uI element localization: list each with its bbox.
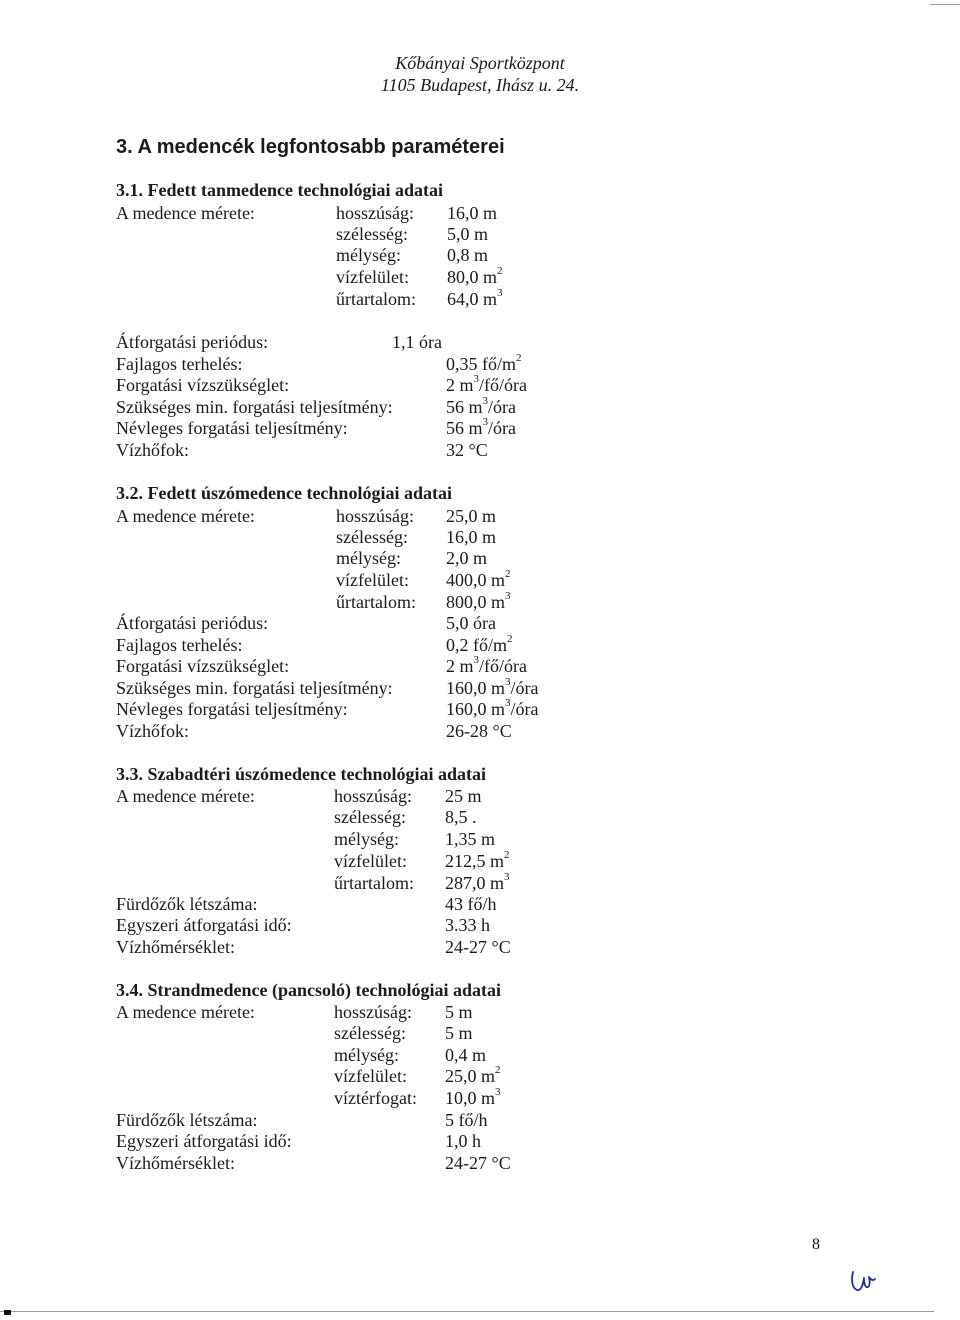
s2-dim-label: vízfelület: xyxy=(336,570,409,590)
s3-param-value: 3.33 h xyxy=(445,915,490,935)
s2-param-value: 160,0 $m^3$/óra xyxy=(446,676,539,698)
s4-dim-value: 5 m xyxy=(445,1023,473,1043)
s4-param-value: 24-27 °C xyxy=(445,1153,511,1173)
s4-param-value: 1,0 h xyxy=(445,1131,481,1151)
header-org-name: Kőbányai Sportközpont xyxy=(395,53,565,73)
section-3-3-heading: 3.3. Szabadtéri úszómedence technológiai adatai xyxy=(116,764,486,784)
s2-param-value: 2 $m^3/fő$/óra xyxy=(446,654,527,676)
s2-dim-value: 25,0 m xyxy=(446,506,497,526)
s2-param-label: Átforgatási periódus: xyxy=(116,613,269,633)
s3-dim-label: hosszúság: xyxy=(334,786,412,806)
s2-param-value: 160,0 $m^3$/óra xyxy=(446,697,539,719)
s2-dim-label: űrtartalom: xyxy=(336,592,416,612)
s4-dim-label: szélesség: xyxy=(334,1023,406,1043)
s3-param-label: Fürdőzők létszáma: xyxy=(116,894,258,914)
section-3-2-heading: 3.2. Fedett úszómedence technológiai adatai xyxy=(116,483,452,503)
s3-dim-value: 8,5 . xyxy=(445,807,477,827)
s4-dim-value: 0,4 m xyxy=(445,1045,487,1065)
signature-mark xyxy=(848,1266,878,1296)
s3-param-label: Egyszeri átforgatási idő: xyxy=(116,915,292,935)
s4-param-label: Egyszeri átforgatási idő: xyxy=(116,1131,292,1151)
s2-dim-value: 16,0 m xyxy=(446,527,497,547)
s1-dim-label: hosszúság: xyxy=(336,203,414,223)
s4-dim-label: mélység: xyxy=(334,1045,399,1065)
s1-dim-value: 64,0 $m^3$ xyxy=(447,287,503,309)
s4-dim-value: 25,0 $m^2$ xyxy=(445,1064,501,1086)
s4-param-label: Vízhőmérséklet: xyxy=(116,1153,235,1173)
s2-param-label: Vízhőfok: xyxy=(116,721,189,741)
s2-param-label: Névleges forgatási teljesítmény: xyxy=(116,699,348,719)
s3-dim-label: mélység: xyxy=(334,829,399,849)
s1-dim-label: vízfelület: xyxy=(336,267,409,287)
s1-param-value: 56 $m^3$/óra xyxy=(446,416,516,438)
s1-param-value: 1,1 óra xyxy=(392,332,442,352)
s4-dim-label: vízfelület: xyxy=(334,1066,407,1086)
s3-dim-label: szélesség: xyxy=(334,807,406,827)
s1-dim-label: szélesség: xyxy=(336,224,408,244)
header-address: 1105 Budapest, Ihász u. 24. xyxy=(380,75,580,95)
s4-param-value: 5 fő/h xyxy=(445,1110,488,1130)
s4-dim-value: 5 m xyxy=(445,1002,473,1022)
section-title: 3. A medencék legfontosabb paraméterei xyxy=(116,136,505,158)
page-number: 8 xyxy=(812,1236,820,1253)
s1-param-label: Névleges forgatási teljesítmény: xyxy=(116,418,348,438)
s1-param-label: Fajlagos terhelés: xyxy=(116,354,243,374)
s1-param-value: 2 $m^3/fő$/óra xyxy=(446,373,527,395)
s2-dim-value: 800,0 $m^3$ xyxy=(446,590,511,612)
s4-dim-label: hosszúság: xyxy=(334,1002,412,1022)
s4-dim-value: 10,0 $m^3$ xyxy=(445,1086,501,1108)
s1-param-label: Átforgatási periódus: xyxy=(116,332,269,352)
section-3-1-heading: 3.1. Fedett tanmedence technológiai adatai xyxy=(116,180,443,200)
s2-dim-label: hosszúság: xyxy=(336,506,414,526)
s1-size-label: A medence mérete: xyxy=(116,203,255,223)
s2-param-value: 26-28 °C xyxy=(446,721,512,741)
s2-dim-value: 400,0 $m^2$ xyxy=(446,568,511,590)
s3-dim-value: 1,35 m xyxy=(445,829,496,849)
s1-dim-value: 16,0 m xyxy=(447,203,498,223)
s1-param-value: 56 $m^3$/óra xyxy=(446,395,516,417)
s2-param-label: Szükséges min. forgatási teljesítmény: xyxy=(116,678,393,698)
s1-dim-value: 0,8 m xyxy=(447,245,489,265)
s3-param-value: 24-27 °C xyxy=(445,937,511,957)
bottom-rule xyxy=(0,1311,934,1312)
s3-dim-value: 287,0 $m^3$ xyxy=(445,871,510,893)
s1-param-label: Szükséges min. forgatási teljesítmény: xyxy=(116,397,393,417)
page-header xyxy=(0,52,960,96)
s1-param-label: Vízhőfok: xyxy=(116,440,189,460)
scan-mark xyxy=(4,1310,11,1315)
s2-param-value: 5,0 óra xyxy=(446,613,496,633)
s2-size-label: A medence mérete: xyxy=(116,506,255,526)
s1-dim-value: 5,0 m xyxy=(447,224,489,244)
s1-param-value: 0,35 $fő/m^2$ xyxy=(446,352,522,374)
s4-size-label: A medence mérete: xyxy=(116,1002,255,1022)
s3-size-label: A medence mérete: xyxy=(116,786,255,806)
s2-dim-value: 2,0 m xyxy=(446,548,488,568)
s2-dim-label: mélység: xyxy=(336,548,401,568)
s3-dim-value: 25 m xyxy=(445,786,482,806)
s3-dim-label: vízfelület: xyxy=(334,851,407,871)
s1-param-value: 32 °C xyxy=(446,440,488,460)
top-edge-rule xyxy=(930,4,960,5)
s1-param-label: Forgatási vízszükséglet: xyxy=(116,375,290,395)
s4-param-label: Fürdőzők létszáma: xyxy=(116,1110,258,1130)
s3-param-label: Vízhőmérséklet: xyxy=(116,937,235,957)
s3-dim-label: űrtartalom: xyxy=(334,873,414,893)
s1-dim-label: mélység: xyxy=(336,245,401,265)
s2-param-value: 0,2 $fő/m^2$ xyxy=(446,633,513,655)
s2-param-label: Forgatási vízszükséglet: xyxy=(116,656,290,676)
s2-dim-label: szélesség: xyxy=(336,527,408,547)
section-3-4-heading: 3.4. Strandmedence (pancsoló) technológiai adatai xyxy=(116,980,501,1000)
s4-dim-label: víztérfogat: xyxy=(334,1088,417,1108)
s1-dim-value: 80,0 $m^2$ xyxy=(447,265,503,287)
s1-dim-label: űrtartalom: xyxy=(336,289,416,309)
s3-param-value: 43 fő/h xyxy=(445,894,497,914)
s2-param-label: Fajlagos terhelés: xyxy=(116,635,243,655)
s3-dim-value: 212,5 $m^2$ xyxy=(445,849,510,871)
